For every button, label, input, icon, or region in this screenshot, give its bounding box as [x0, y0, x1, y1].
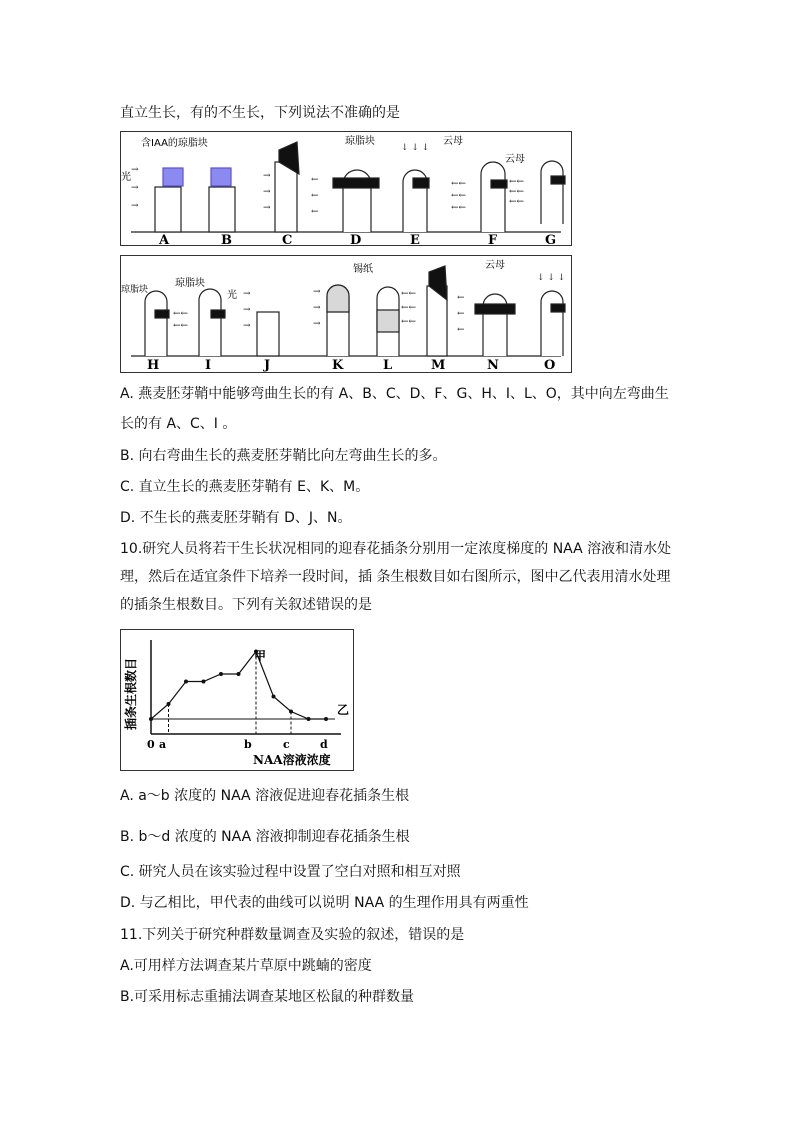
- label-L: L: [383, 358, 393, 372]
- svg-text:←←: ←←: [509, 197, 525, 207]
- svg-text:←: ←: [457, 309, 465, 319]
- svg-text:→: →: [313, 319, 321, 329]
- svg-text:→: →: [313, 287, 321, 297]
- tick-0: 0: [147, 738, 155, 751]
- svg-text:←: ←: [311, 175, 319, 185]
- series-jia-line: [151, 652, 326, 720]
- x-axis-label: NAA溶液浓度: [253, 753, 331, 767]
- data-point-1: [167, 702, 171, 706]
- label-N: N: [487, 358, 499, 372]
- series-jia-label: 甲: [254, 649, 267, 663]
- tick-c: c: [283, 738, 290, 751]
- svg-text:←: ←: [311, 207, 319, 217]
- svg-text:→: →: [263, 187, 271, 197]
- svg-text:←←: ←←: [451, 203, 467, 213]
- data-point-10: [324, 717, 328, 721]
- svg-text:↓ ↓ ↓: ↓ ↓ ↓: [537, 273, 566, 283]
- q11-stem: 11.下列关于研究种群数量调查及实验的叙述，错误的是: [120, 927, 465, 943]
- tick-a: a: [159, 738, 167, 751]
- svg-text:→: →: [243, 321, 251, 331]
- label-C: C: [282, 233, 293, 245]
- label-F: F: [488, 233, 498, 245]
- label-E: E: [410, 233, 420, 245]
- svg-text:←←: ←←: [451, 191, 467, 201]
- q9-option-b: B. 向右弯曲生长的燕麦胚芽鞘比向左弯曲生长的多。: [120, 448, 447, 464]
- label-agar-i: 琼脂块: [175, 278, 205, 289]
- q10-option-a: A. a～b 浓度的 NAA 溶液促进迎春花插条生根: [120, 788, 410, 804]
- label-I: I: [205, 358, 212, 372]
- data-point-8: [289, 710, 293, 714]
- q9-option-a-line1: A. 燕麦胚芽鞘中能够弯曲生长的有 A、B、C、D、F、G、H、I、L、O，其中向左弯曲生: [120, 386, 669, 402]
- label-agar-block: 琼脂块: [345, 136, 375, 147]
- svg-text:→: →: [243, 289, 251, 299]
- label-iaa-agar: 含IAA的琼脂块: [141, 138, 208, 149]
- svg-text:↓ ↓ ↓: ↓ ↓ ↓: [401, 143, 430, 153]
- data-point-9: [307, 717, 311, 721]
- y-axis-label: 插条生根数目: [124, 657, 138, 730]
- label-tin-foil: 锡纸: [353, 264, 373, 275]
- data-point-3: [202, 680, 206, 684]
- q10-stem: 10.研究人员将若干生长状况相同的迎春花插条分别用一定浓度梯度的 NAA 溶液和清水处理，然后在适宜条件下培养一段时间，插 条生根数目如右图所示，图中乙代表用清水处理的插条生根数目。下列有关叙述错误的是: [120, 541, 672, 613]
- series-yi-label: 乙: [337, 703, 350, 717]
- label-mica-2: 云母: [505, 154, 525, 165]
- label-mica: 云母: [485, 260, 505, 271]
- chart-naa-rooting: [120, 629, 354, 771]
- label-H: H: [147, 358, 160, 372]
- label-K: K: [332, 358, 344, 372]
- figure-coleoptiles-a-g: [120, 131, 572, 246]
- svg-text:→: →: [313, 303, 321, 313]
- q11-option-b: B.可采用标志重捕法调查某地区松鼠的种群数量: [120, 989, 415, 1005]
- label-agar-side: 琼脂块: [121, 285, 149, 295]
- label-light: 光: [227, 290, 237, 301]
- svg-text:←←: ←←: [401, 317, 417, 327]
- q9-option-a-line2: 长的有 A、C、I 。: [120, 416, 237, 432]
- svg-text:←←: ←←: [509, 177, 525, 187]
- tick-b: b: [244, 738, 252, 751]
- q9-option-c: C. 直立生长的燕麦胚芽鞘有 E、K、M。: [120, 479, 370, 495]
- label-light: 光: [121, 172, 131, 183]
- label-M: M: [431, 358, 446, 372]
- question-9-intro: 直立生长，有的不生长，下列说法不准确的是: [120, 105, 400, 121]
- data-point-4: [219, 672, 223, 676]
- svg-text:→: →: [243, 305, 251, 315]
- svg-text:→: →: [263, 171, 271, 181]
- svg-text:←: ←: [457, 325, 465, 335]
- q10-option-d: D. 与乙相比，甲代表的曲线可以说明 NAA 的生理作用具有两重性: [120, 895, 529, 911]
- svg-text:←←: ←←: [401, 289, 417, 299]
- data-point-7: [272, 695, 276, 699]
- label-A: A: [159, 233, 170, 245]
- label-mica-1: 云母: [443, 136, 463, 147]
- label-G: G: [545, 233, 557, 245]
- q11-option-a: A.可用样方法调查某片草原中跳蝻的密度: [120, 958, 372, 974]
- svg-text:←←: ←←: [173, 321, 189, 331]
- data-point-0: [149, 717, 153, 721]
- svg-text:←←: ←←: [401, 303, 417, 313]
- label-D: D: [350, 233, 362, 245]
- svg-text:←: ←: [457, 293, 465, 303]
- figure-coleoptiles-h-o: [120, 255, 572, 373]
- label-J: J: [264, 358, 271, 372]
- svg-text:←: ←: [311, 191, 319, 201]
- data-point-2: [184, 680, 188, 684]
- q9-option-d: D. 不生长的燕麦胚芽鞘有 D、J、N。: [120, 510, 352, 526]
- svg-text:→: →: [263, 203, 271, 213]
- svg-text:←←: ←←: [509, 187, 525, 197]
- label-B: B: [221, 233, 232, 245]
- q10-option-c: C. 研究人员在该实验过程中设置了空白对照和相互对照: [120, 864, 461, 880]
- svg-text:←←: ←←: [173, 309, 189, 319]
- tick-d: d: [320, 738, 328, 751]
- svg-text:→: →: [131, 165, 139, 175]
- q10-option-b: B. b～d 浓度的 NAA 溶液抑制迎春花插条生根: [120, 829, 410, 845]
- svg-text:←←: ←←: [451, 179, 467, 189]
- data-point-5: [237, 672, 241, 676]
- label-O: O: [544, 358, 556, 372]
- svg-text:→: →: [131, 183, 139, 193]
- svg-text:→: →: [131, 201, 139, 211]
